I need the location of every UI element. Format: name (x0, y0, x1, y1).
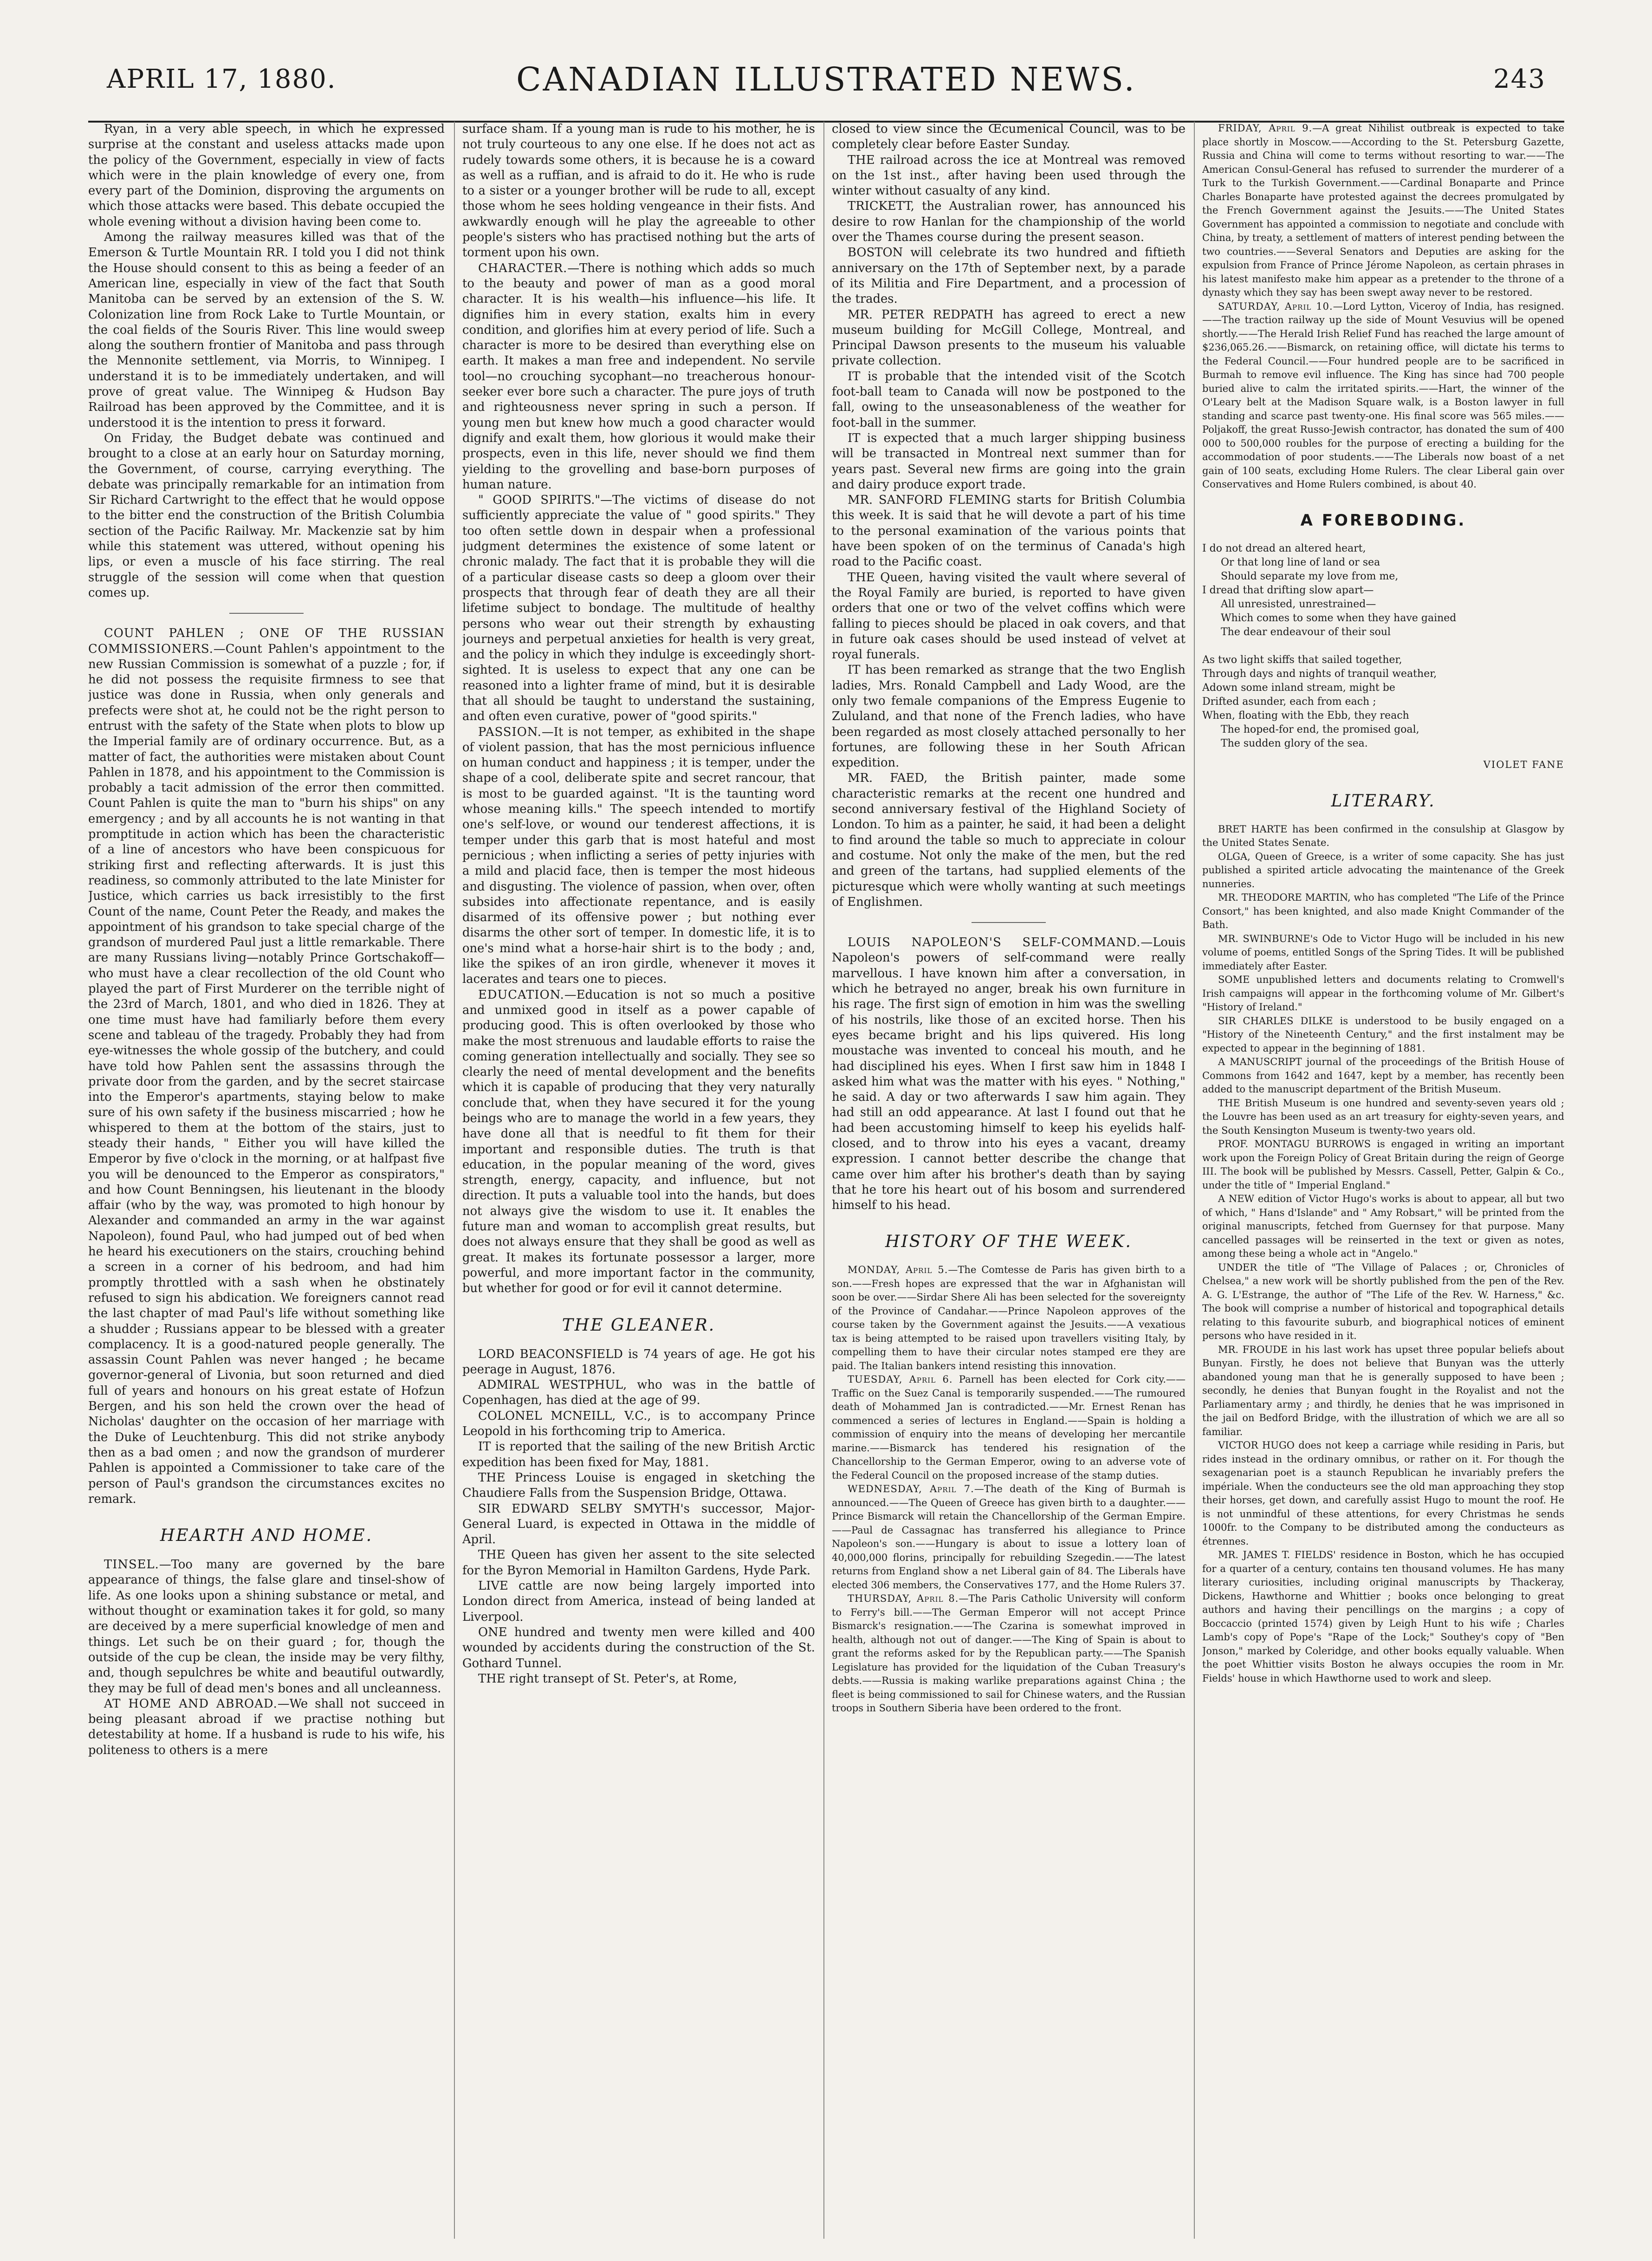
gleaner-item: MR. SANFORD FLEMING starts for British Columbia this week. It is said that he will devote a part of his time to the personal examination of the various points that have been spoken of on the terminus of Canada's high road to the Pacific coast. (832, 493, 1186, 569)
divider (229, 613, 304, 614)
history-day: MONDAY, April 5. (848, 1264, 948, 1276)
gleaner-item: IT has been remarked as strange that the two English ladies, Mrs. Ronald Campbell and Lady Wood, are the only two female companions of the Empress Eugenie to Zululand, and that none of the French ladies, who have been regarded as most closely attached personally to her fortunes, are following these in her South African expedition. (832, 663, 1186, 770)
gleaner-item: LORD BEACONSFIELD is 74 years of age. He got his peerage in August, 1876. (462, 1347, 815, 1377)
article-heading: TINSEL. (104, 1558, 159, 1572)
article-paragraph: Ryan, in a very able speech, in which he expressed surprise at the constant and useless attacks made upon the policy of the Government, especially in view of facts which were in the plain knowledge of every one, from every part of the Dominion, disproving the arguments on which those attacks were based. This debate occupied the whole evening without a division having been come to. (88, 122, 445, 229)
history-entry: WEDNESDAY, April 7.—The death of the King of Burmah is announced.——The Queen of Greece has given birth to a daughter.——Prince Bismarck will retain the Chancellorship of the German Empire.——Paul de Cassagnac has transferred his allegiance to Prince Napoleon's son.——Hungary is about to issue a lottery loan of 40,000,000 florins, principally for rebuilding Szegedin.——The latest returns from England show a net Liberal gain of 84. The Liberals have elected 306 members, the Conservatives 177, and the Home Rulers 37. (832, 1483, 1186, 1591)
section-title-the-gleaner: THE GLEANER. (562, 1315, 716, 1335)
article-heading: AT HOME AND ABROAD. (104, 1696, 278, 1711)
article-paragraph: CHARACTER.—There is nothing which adds so much to the beauty and power of man as a good moral character. It is his wealth—his influence—his life. It dignifies him in every station, exalts him in every condition, and glorifies him at every period of life. Such a character is more to be desired than everything else on earth. It makes a man free and independent. No servile tool—no crouching sycophant—no treacherous honour-seeker ever bore such a character. The pure joys of truth and righteousness never spring in such a person. If young men but knew how much a good character would dignify and exalt them, how glorious it would make their prospects, even in this life, never should we find them yielding to the grovelling and base-born purposes of human nature. (462, 261, 815, 492)
issue-date: APRIL 17, 1880. (107, 64, 337, 94)
article-paragraph: PASSION.—It is not temper, as exhibited in the shape of violent passion, that has the most pernicious influence on human conduct and happiness ; it is temper, under the shape of a cool, deliberate spite and secret rancour, that is most to be guarded against. "It is the taunting word whose meaning kills." The speech intended to mortify one's self-love, or wound our tenderest affections, it is temper under this garb that is most hateful and most pernicious ; when inflicting a series of petty injuries with a mild and placid face, then is temper the most hideous and disgusting. The violence of passion, when over, often subsides into affectionate repentance, and is easily disarmed of its offensive power ; but nothing ever disarms the other sort of temper. In domestic life, it is to one's mind what a horse-hair shirt is to the body ; and, like the spikes of an iron girdle, whenever it moves it lacerates and tears one to pieces. (462, 725, 815, 987)
literary-item: MR. JAMES T. FIELDS' residence in Boston, which he has occupied for a quarter of a century, contains ten thousand volumes. He has many literary curiosities, including original manuscripts by Thackeray, Dickens, Hawthorne and Whittier ; books once belonging to great authors and having their pencillings on the margins ; a copy of Boccaccio (printed 1574) given by Leigh Hunt to his wife ; Charles Lamb's copy of Pope's "Rape of the Lock;" Southey's copy of "Ben Jonson," marked by Coleridge, and other books equally valuable. When the poet Whittier visits Boston he always occupies the room in Mr. Fields' house in which Hawthorne used to work and sleep. (1202, 1549, 1564, 1684)
gleaner-item: ONE hundred and twenty men were killed and 400 wounded by accidents during the construction of the St. Gothard Tunnel. (462, 1625, 815, 1670)
gleaner-item: THE right transept of St. Peter's, at Rome, (478, 1671, 737, 1686)
article-heading: CHARACTER. (478, 261, 568, 275)
literary-item: MR. SWINBURNE's Ode to Victor Hugo will be included in his new volume of poems, entitled Songs of the Spring Tides. It will be published immediately after Easter. (1202, 933, 1564, 972)
gleaner-item: THE Princess Louise is engaged in sketching the Chaudiere Falls from the Suspension Bridge, Ottawa. (462, 1470, 815, 1501)
poem-line (1202, 639, 1564, 653)
literary-item: MR. THEODORE MARTIN, who has completed "The Life of the Prince Consort," has been knighted, and also made Knight Commander of the Bath. (1202, 892, 1564, 931)
literary-item: UNDER the title of "The Village of Palaces ; or, Chronicles of Chelsea," a new work will be shortly published from the pen of the Rev. A. G. L'Estrange, the author of "The Life of the Rev. W. Harness," &c. The book will comprise a number of historical and topographical details relating to this favourite suburb, and biographical notices of eminent persons who have resided in it. (1202, 1261, 1564, 1342)
gleaner-item: MR. FAED, the British painter, made some characteristic remarks at the recent one hundred and second anniversary festival of the Highland Society of London. To him as a painter, he said, it had been a delight to find around the table so much to appreciate in colour and costume. Not only the make of the men, but the red and green of the tartans, had supplied elements of the picturesque which were wholly wanting at such meetings of Englishmen. (832, 771, 1186, 909)
article-heading: PASSION. (478, 725, 542, 739)
history-entry: SATURDAY, April 10.—Lord Lytton, Viceroy of India, has resigned.——The traction railway up the side of Mount Vesuvius will be opened shortly.——The Herald Irish Relief Fund has reached the large amount of $236,065.26.——Bismarck, on retaining office, will dictate his terms to the Federal Council.——Four hundred people are to be sacrificed in Burmah to remove evil influence. The King has since had 700 people buried alive to calm the irritated spirits.——Hart, the winner of the O'Leary belt at the Madison Square walk, is a Boston lawyer in full standing and scarce past twenty-one. His final score was 565 miles.——Poljakoff, the great Russo-Jewish contractor, has donated the sum of 400 000 to 500,000 roubles for the purpose of erecting a building for the accommodation of poor students.——The Liberals now boast of a net gain of 100 seats, excluding Home Rulers. The clear Liberal gain over Conservatives and Home Rulers combined, is about 40. (1202, 300, 1564, 490)
history-day: TUESDAY, April 6. (848, 1374, 953, 1385)
gleaner-item: IT is probable that the intended visit of the Scotch foot-ball team to Canada will now be postponed to the fall, owing to the unseasonableness of the weather for foot-ball in the summer. (832, 369, 1186, 430)
history-entry: FRIDAY, April 9.—A great Nihilist outbreak is expected to take place shortly in Moscow.——According to the St. Petersburg Gazette, Russia and China will come to terms without resorting to war.——The American Consul-General has refused to surrender the murderer of a Turk to the Turkish Government.——Cardinal Bonaparte and Prince Charles Bonaparte have protested against the decrees promulgated by the French Government against the Jesuits.——The United States Government has appointed a commission to negotiate and conclude with China, by treaty, a settlement of matters of interest pending between the two countries.——Several Senators and Deputies are asking for the expulsion from France of Prince Jérome Napoleon, as certain phrases in his latest manifesto make him appear as a pretender to the throne of a dynasty which they say has been swept away never to be restored. (1202, 123, 1564, 298)
literary-item: BRET HARTE has been confirmed in the consulship at Glasgow by the United States Senate. (1202, 823, 1564, 849)
column-rule (823, 122, 824, 2239)
newspaper-title: CANADIAN ILLUSTRATED NEWS. (516, 60, 1136, 98)
article-paragraph: Among the railway measures killed was that of the Emerson & Turtle Mountain RR. I told you I did not think the House should consent to this as being a feeder of an American line, especially in view of the fact that South Manitoba can be served by an extension of the S. W. Colonization line from Rock Lake to Turtle Mountain, or the coal fields of the Souris River. This line would sweep along the southern frontier of Manitoba and pass through the Mennonite settlement, via Morris, to Winnipeg. I understand it is to be immediately undertaken, and will prove of great value. The Winnipeg & Hudson Bay Railroad has been approved by the Committee, and it is understood it is the intention to press it forward. (88, 230, 445, 430)
gleaner-item: TRICKETT, the Australian rower, has announced his desire to row Hanlan for the championship of the world over the Thames course during the present season. (832, 199, 1186, 245)
literary-item: PROF. MONTAGU BURROWS is engaged in writing an important work upon the Foreign Policy of Great Britain during the reign of George III. The book will be published by Messrs. Cassell, Petter, Galpin & Co., under the title of " Imperial England." (1202, 1138, 1564, 1191)
history-entry: THURSDAY, April 8.—The Paris Catholic University will conform to Ferry's bill.——The German Emperor will not accept Prince Bismarck's resignation.——The Czarina is somewhat improved in health, although not out of danger.——The King of Spain is about to grant the reforms asked for by the Republican party.——The Spanish Legislature has provided for the liquidation of the Cuban Treasury's debts.——Russia is making warlike preparations against China ; the fleet is being commissioned to sail for Chinese waters, and the Russian troops in Southern Siberia have been ordered to the front. (832, 1593, 1186, 1714)
literary-item: SIR CHARLES DILKE is understood to be busily engaged on a "History of the Nineteenth Century," and the first instalment may be expected to appear in the beginning of 1881. (1202, 1015, 1564, 1054)
poem-title: A FOREBODING. (1300, 511, 1466, 530)
column-3 (832, 122, 1186, 2239)
history-day: WEDNESDAY, April 7. (848, 1483, 974, 1495)
article-paragraph: AT HOME AND ABROAD.—We shall not succeed in being pleasant abroad if we practise nothing but detestability at home. If a husband is rude to his wife, his politeness to others is a mere (88, 1696, 445, 1757)
article-heading: COUNT PAHLEN ; ONE OF THE RUSSIAN COMMISSIONERS. (88, 626, 445, 656)
section-title-literary: LITERARY. (1331, 791, 1436, 811)
poem-line: Or that long line of land or sea (1221, 556, 1380, 568)
article-paragraph: On Friday, the Budget debate was continued and brought to a close at an early hour on Saturday morning, the Government, of course, carrying everything. The debate was principally remarkable for an intimation from Sir Richard Cartwright to the effect that he would oppose to the bitter end the construction of the British Columbia section of the Pacific Railway. Mr. Mackenzie sat by him while this statement was uttered, without opening his lips, or even a muscle of his face stirring. The real struggle of the session will come when that question comes up. (88, 431, 445, 600)
gleaner-item: THE Queen has given her assent to the site selected for the Byron Memorial in Hamilton Gardens, Hyde Park. (462, 1548, 815, 1578)
poem-body (1202, 542, 1564, 751)
history-day: THURSDAY, April 8. (848, 1593, 959, 1605)
poem-line: Adown some inland stream, might be (1202, 682, 1395, 694)
article-paragraph: " GOOD SPIRITS."—The victims of disease do not sufficiently appreciate the value of " good spirits." They too often settle down in despair when a professional judgment determines the existence of some latent or chronic malady. The fact that it is probable they will die of a particular disease casts so deep a gloom over their prospects that through fear of death they are all their lifetime subject to bondage. The multitude of healthy persons who wear out their strength by exhausting journeys and perpetual anxieties for health is very great, and the policy in which they indulge is exceedingly short-sighted. It is useless to expect that any one can be reasoned into a lighter frame of mind, but it is desirable that all should be taught to understand the sustaining, and often even curative, power of "good spirits." (462, 493, 815, 724)
article-heading: EDUCATION. (478, 988, 564, 1002)
column-2 (462, 122, 815, 2239)
poem-line: I do not dread an altered heart, (1202, 542, 1366, 554)
poem-line: When, floating with the Ebb, they reach (1202, 709, 1409, 721)
gleaner-item: ADMIRAL WESTPHUL, who was in the battle of Copenhagen, has died at the age of 99. (462, 1378, 815, 1408)
literary-item: OLGA, Queen of Greece, is a writer of some capacity. She has just published a spirited article advocating the maintenance of the Greek nunneries. (1202, 851, 1564, 890)
article-paragraph: LOUIS NAPOLEON'S SELF-COMMAND.—Louis Napoleon's powers of self-command were really marvellous. I have known him after a conversation, in which he betrayed no anger, break his own furniture in his rage. The first sign of emotion in him was the swelling of his nostrils, like those of an excited horse. Then his eyes became bright and his lips quivered. His long moustache was invented to conceal his mouth, and he had disciplined his eyes. When I first saw him in 1848 I asked him what was the matter with his eyes. " Nothing," he said. A day or two afterwards I saw him again. They had still an odd appearance. At last I found out that he had been accustoming himself to keep his eyelids half-closed, and to throw into his eyes a vacant, dreamy expression. I cannot better describe the change that came over him after his brother's death than by saying that he tore his heart out of his bosom and surrendered himself to his head. (832, 936, 1186, 1213)
article-paragraph: EDUCATION.—Education is not so much a positive and unmixed good in itself as a power capable of producing good. This is often overlooked by those who make the most strenuous and laudable efforts to raise the coming generation intellectually and socially. They see so clearly the need of mental development and the benefits which it is capable of producing that they very naturally conclude that, when they have secured it for the young beings who are to manage the world in a few years, they have done all that is needful to fit them for their important and responsible duties. The truth is that education, in the popular meaning of the word, gives strength, energy, capacity, and influence, but not direction. It puts a valuable tool into the hands, but does not always give the wisdom to use it. It enables the future man and woman to accomplish great results, but does not always ensure that they shall be good as well as great. It makes its fortunate possessor a larger, more powerful, and more important factor in the community, but whether for good or for evil it cannot determine. (462, 988, 815, 1296)
history-entry: MONDAY, April 5.—The Comtesse de Paris has given birth to a son.——Fresh hopes are expressed that the war in Afghanistan will soon be over.——Sirdar Shere Ali has been selected for the sovereignty of the Province of Candahar.——Prince Napoleon approves of the course taken by the Government against the Jesuits.——A vexatious tax is being attempted to be raised upon travellers visiting Italy, by compelling them to have their circular notes stamped ere they are paid. The Italian bankers intend resisting this innovation. (832, 1264, 1186, 1371)
history-day: SATURDAY, April 10. (1218, 300, 1333, 312)
gleaner-item: THE Queen, having visited the vault where several of the Royal Family are buried, is reported to have given orders that one or two of the velvet coffins which were falling to pieces should be placed in oak covers, and that in future oak cases should be used instead of velvet at royal funerals. (832, 570, 1186, 662)
article-heading: LOUIS NAPOLEON'S SELF-COMMAND. (848, 936, 1141, 950)
gleaner-item: IT is reported that the sailing of the new British Arctic expedition has been fixed for May, 1881. (462, 1440, 815, 1469)
column-4 (1202, 122, 1564, 2239)
poem-line: All unresisted, unrestrained— (1221, 598, 1376, 610)
column-rule (1194, 122, 1195, 2239)
section-title-history-of-the-week: HISTORY OF THE WEEK. (885, 1232, 1132, 1252)
gleaner-item: IT is expected that a much larger shipping business will be transacted in Montreal next summer than for years past. Several new firms are going into the grain and dairy produce export trade. (832, 431, 1186, 492)
history-day: FRIDAY, April 9. (1218, 123, 1313, 134)
gleaner-item: closed to view since the Œcumenical Council, was to be completely clear before Easter Sunday. (832, 122, 1186, 152)
section-title-hearth-and-home: HEARTH AND HOME. (160, 1526, 373, 1546)
poem-line: As two light skiffs that sailed together, (1202, 654, 1402, 666)
gleaner-item: BOSTON will celebrate its two hundred and fiftieth anniversary on the 17th of September next, by a parade of its Militia and Fire Department, and a procession of the trades. (832, 246, 1186, 306)
article-paragraph: COUNT PAHLEN ; ONE OF THE RUSSIAN COMMISSIONERS.—Count Pahlen's appointment to the new Russian Commission is somewhat of a puzzle ; for, if he did not possess the requisite firmness to see that justice was done in Russia, when only generals and prefects were shot at, he could not be the right person to entrust with the safety of the State when plots to blow up the Imperial family are of ordinary occurrence. But, as a matter of fact, the authorities were mistaken about Count Pahlen in 1878, and his appointment to the Commission is probably a tacit admission of the error then committed. Count Pahlen is quite the man to "burn his ships" on any emergency ; and by all accounts he is not wanting in that promptitude in action which has been the characteristic of a line of ancestors who have been conspicuous for striking first and reflecting afterwards. It is just this readiness, so commonly attributed to the late Minister for Justice, which carries us back irresistibly to the first Count of the name, Count Peter the Ready, and makes the appointment of his grandson to take special charge of the grandson of murdered Paul just a little remarkable. There are many Russians living—notably Prince Gortschakoff—who must have a clear recollection of the old Count who played the part of First Murderer on the terrible night of the 23rd of March, 1801, and who died in 1826. They at one time must have had familiarly before them every scene and tableau of the tragedy. Probably they had from eye-witnesses the whole gossip of the butchery, and could have told how Pahlen sent the assassins through the private door from the garden, and by the secret staircase into the Emperor's apartments, staying below to make sure of his own safety if the business miscarried ; how he whispered to them at the bottom of the stairs, just to steady their hands, " Either you will have killed the Emperor by five o'clock in the morning, or at halfpast five you will be denounced to the Emperor as conspirators," and how Count Benningsen, his lieutenant in the bloody affair (who by the way, was promoted to high honour by Alexander and commanded an army in the war against Napoleon), found Paul, who had jumped out of bed when he heard his executioners on the stairs, crouching behind a screen in a corner of his bedroom, and had him promptly throttled with a sash when he obstinately refused to sign his abdication. We foreigners cannot read the last chapter of mad Paul's life without something like a shudder ; Russians appear to be blessed with a greater complacency. It is a good-natured people generally. The assassin Count Pahlen was never hanged ; he became governor-general of Livonia, but soon returned and died full of years and honours on his great estate of Hofzun Bergen, and his son held the crown over the head of Nicholas' daughter on the occasion of her marriage with the Duke of Leuchtenburg. This did not strike anybody then as a bad omen ; and now the grandson of murderer Pahlen is appointed a Commissioner to take care of the person of Paul's grandson the circumstances excites no remark. (88, 626, 445, 1506)
poem-line: Drifted asunder, each from each ; (1202, 695, 1376, 708)
gleaner-item: SIR EDWARD SELBY SMYTH's successor, Major-General Luard, is expected in Ottawa in the middle of April. (462, 1501, 815, 1547)
poem-author: VIOLET FANE (1483, 759, 1564, 770)
poem-line: Should separate my love from me, (1221, 570, 1399, 582)
history-entry: TUESDAY, April 6. Parnell has been elected for Cork city.——Traffic on the Suez Canal is temporarily suspended.——The rumoured death of Mohammed Jan is contradicted.——Mr. Ernest Renan has commenced a series of lectures in England.——Spain is holding a commission of enquiry into the means of developing her mercantile marine.——Bismarck has tendered his resignation of the Chancellorship to the German Emperor, owing to an adverse vote of the Federal Council on the proposed increase of the stamp duties. (832, 1374, 1186, 1481)
literary-item: MR. FROUDE in his last work has upset three popular beliefs about Bunyan. Firstly, he does not believe that Bunyan was the utterly abandoned young man that he is generally supposed to have been ; secondly, he denies that Bunyan fought in the Royalist and not the Parliamentary army ; and thirdly, he denies that he was imprisoned in the jail on Bedford Bridge, with the illustration of which we are all so familiar. (1202, 1344, 1564, 1437)
poem-line: The sudden glory of the sea. (1221, 737, 1368, 749)
article-paragraph: surface sham. If a young man is rude to his mother, he is not truly courteous to any one else. If he does not act as rudely towards some others, it is because he is a coward as well as a ruffian, and is afraid to do it. He who is rude to a sister or a younger brother will be rude to all, except those whom he sees holding vengeance in their fists. And awkwardly enough will he play the agreeable to other people's sisters who has practised nothing but the arts of torment upon his own. (462, 122, 815, 260)
masthead (88, 28, 1564, 123)
poem-line: The hoped-for end, the promised goal, (1221, 723, 1419, 735)
column-rule (454, 122, 455, 2239)
literary-item: A NEW edition of Victor Hugo's works is about to appear, all but two of which, " Hans d'Islande" and " Amy Robsart," will be printed from the original manuscripts, fetched from Guernsey for that purpose. Many cancelled passages will be reinserted in the text or given as notes, among these being a whole act in "Angelo." (1202, 1193, 1564, 1260)
gleaner-item: COLONEL MCNEILL, V.C., is to accompany Prince Leopold in his forthcoming trip to America. (462, 1409, 815, 1439)
poem-line: Which comes to some when they have gained (1221, 612, 1457, 624)
literary-item: VICTOR HUGO does not keep a carriage while residing in Paris, but rides instead in the ordinary omnibus, or rather on it. For though the sexagenarian poet is a staunch Republican he invariably prefers the impériale. When the conducteurs see the old man approaching they stop their horses, get down, and carefully assist Hugo to mount the roof. He is not unmindful of these attentions, for every Christmas he sends 1000fr. to the Company to be distributed among the conducteurs as étrennes. (1202, 1440, 1564, 1547)
gleaner-item: THE railroad across the ice at Montreal was removed on the 1st inst., after having been used through the winter without casualty of any kind. (832, 153, 1186, 198)
gleaner-item: MR. PETER REDPATH has agreed to erect a new museum building for McGill College, Montreal, and Principal Dawson presents to the museum his valuable private collection. (832, 307, 1186, 368)
column-1 (88, 122, 445, 2239)
article-paragraph: TINSEL.—Too many are governed by the bare appearance of things, the false glare and tinsel-show of life. As one looks upon a shining substance or metal, and without thought or examination takes it for gold, so many are deceived by a mere superficial knowledge of men and things. Let such be on their guard ; for, though the outside of the cup be clean, the inside may be very filthy, and, though sepulchres be white and beautiful outwardly, they may be full of dead men's bones and all uncleanness. (88, 1558, 445, 1696)
gleaner-item: LIVE cattle are now being largely imported into London direct from America, instead of being landed at Liverpool. (462, 1579, 815, 1624)
page-number: 243 (1493, 64, 1546, 94)
literary-item: A MANUSCRIPT journal of the proceedings of the British House of Commons from 1642 and 1647, kept by a member, has recently been added to the manuscript department of the British Museum. (1202, 1056, 1564, 1095)
poem-line: The dear endeavour of their soul (1221, 626, 1391, 638)
divider (972, 922, 1046, 923)
literary-item: THE British Museum is one hundred and seventy-seven years old ; the Louvre has been used as an art treasury for eighty-seven years, and the South Kensington Museum is twenty-two years old. (1202, 1097, 1564, 1136)
poem-line: Through days and nights of tranquil weather, (1202, 668, 1437, 680)
literary-item: SOME unpublished letters and documents relating to Cromwell's Irish campaigns will appear in the forthcoming volume of Mr. Gilbert's "History of Ireland." (1202, 974, 1564, 1013)
poem-line: I dread that drifting slow apart— (1202, 584, 1374, 596)
